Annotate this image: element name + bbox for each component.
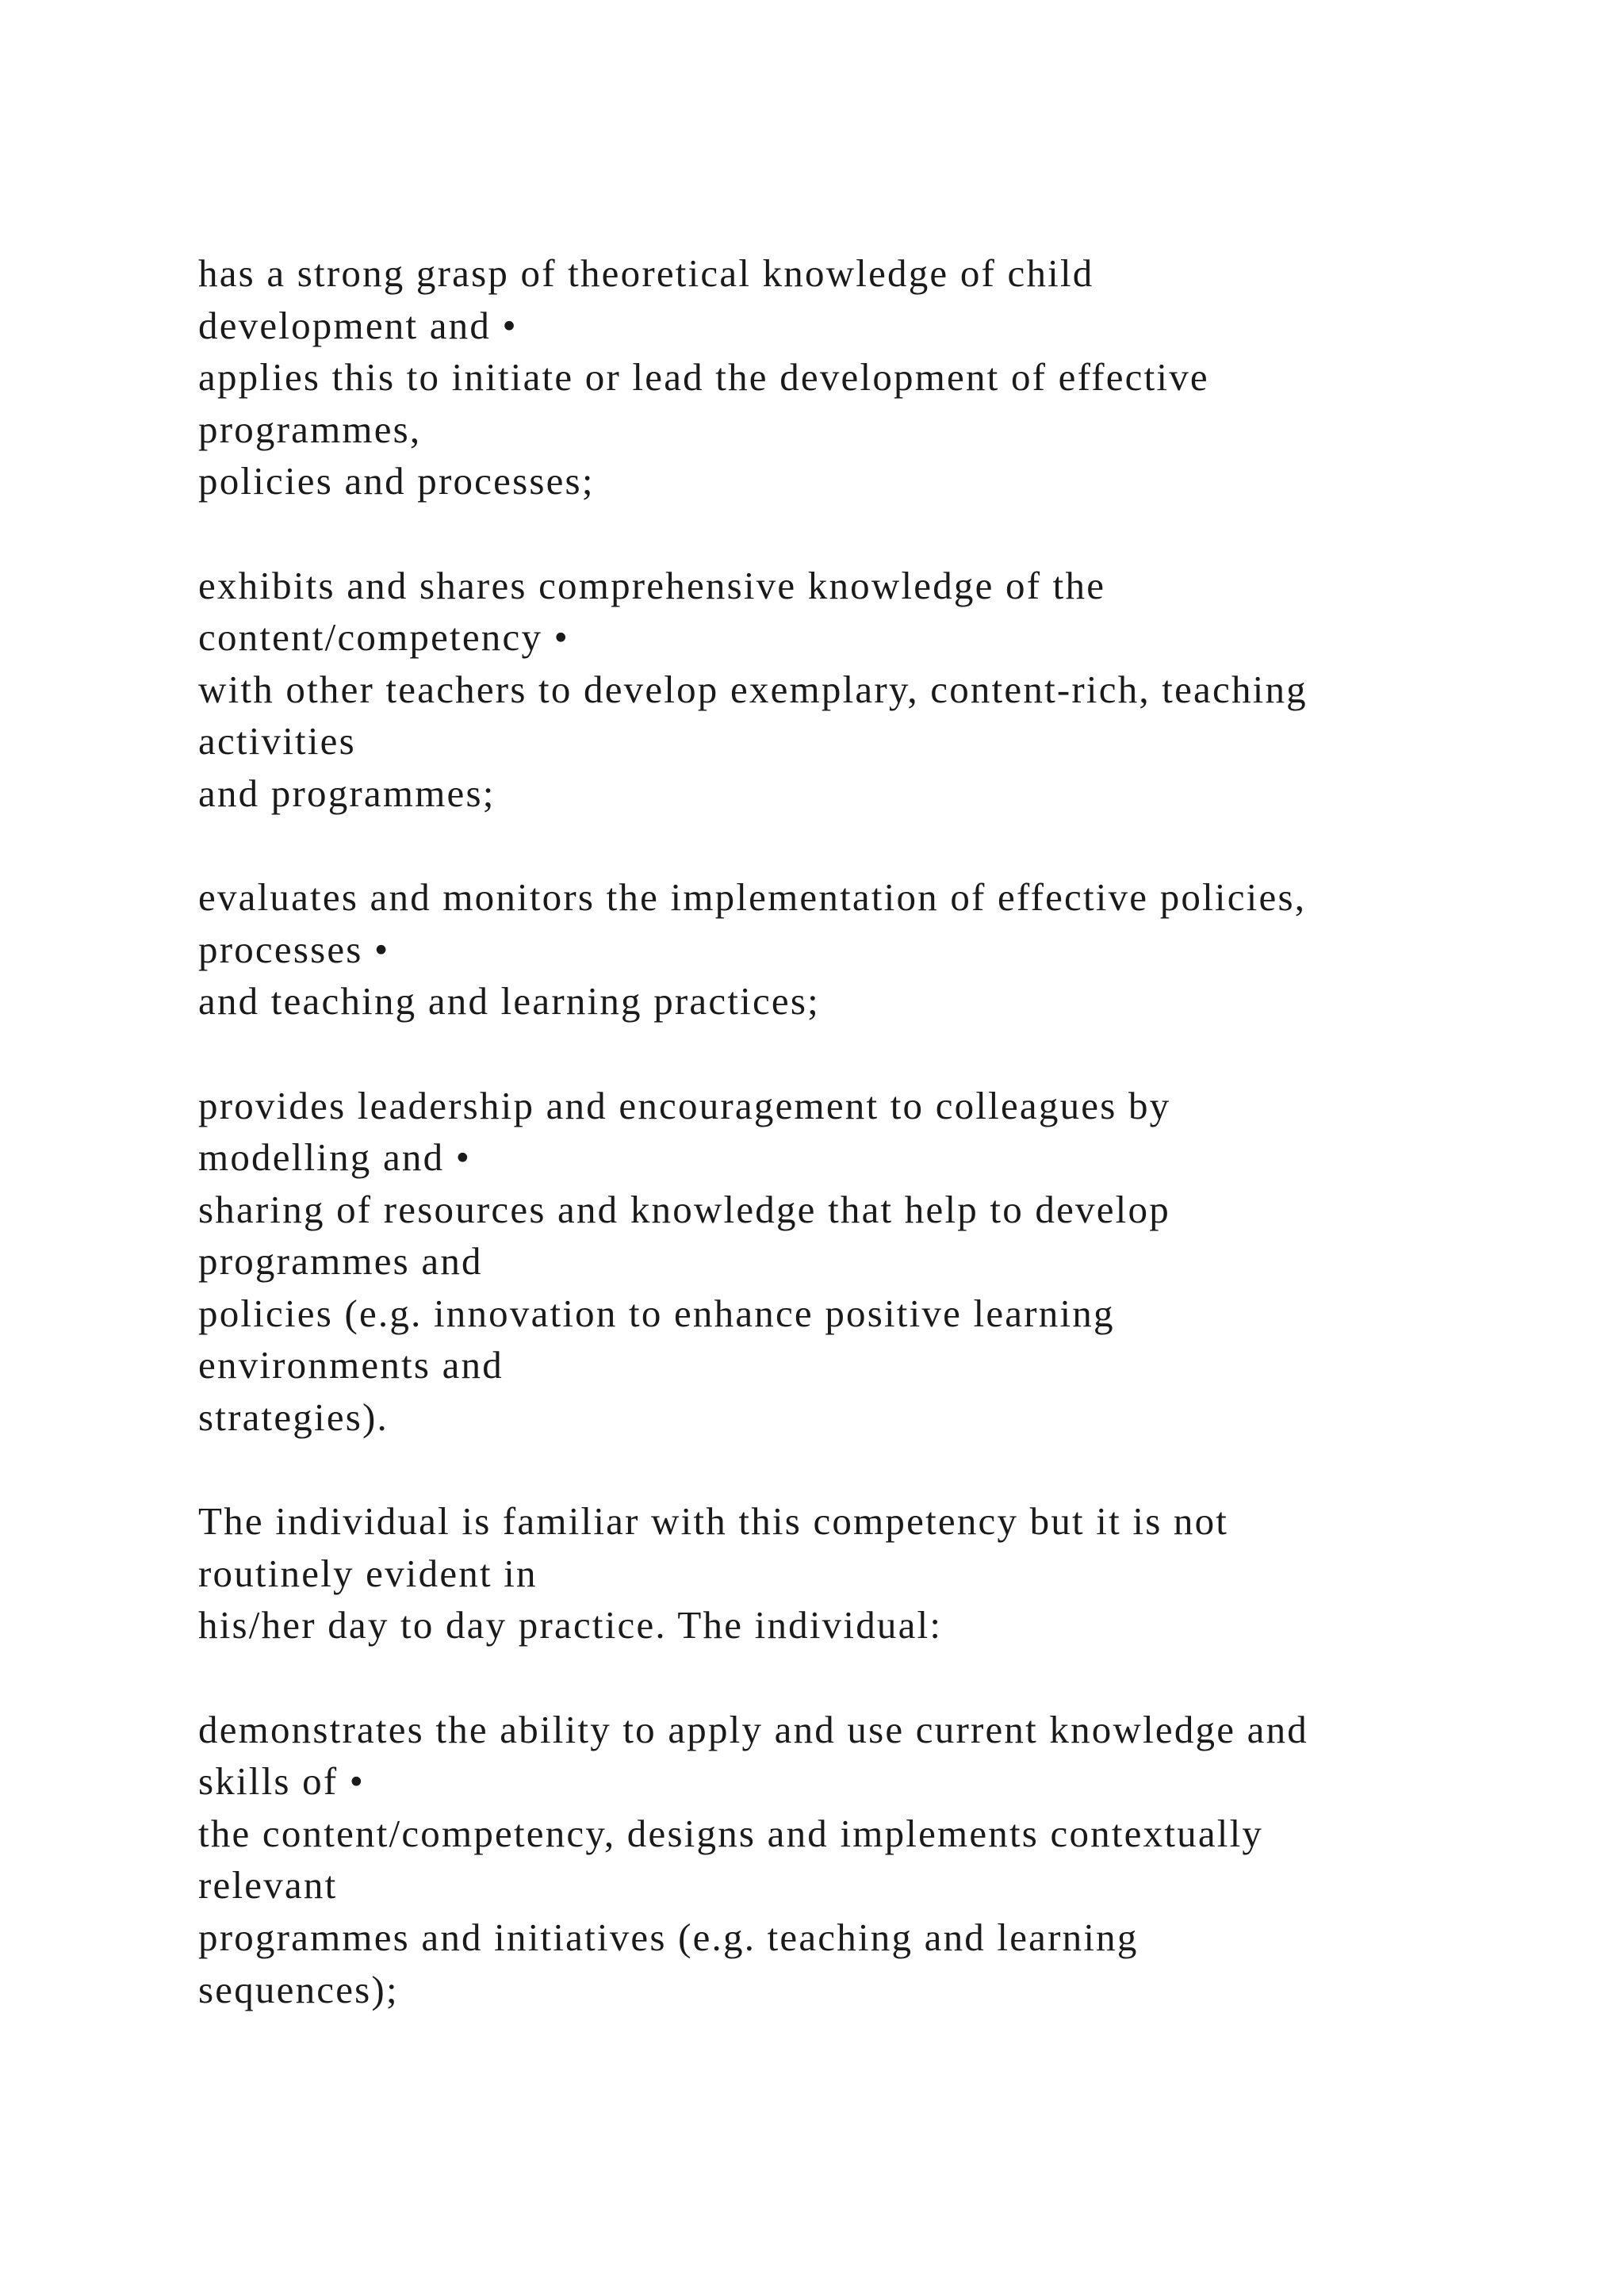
text-line: policies and processes; bbox=[198, 459, 595, 503]
text-line: The individual is familiar with this competency but it is not bbox=[198, 1499, 1229, 1544]
text-line: skills of • bbox=[198, 1759, 366, 1804]
text-line: exhibits and shares comprehensive knowledge of the bbox=[198, 563, 1106, 607]
text-line: policies (e.g. innovation to enhance positive learning bbox=[198, 1291, 1115, 1335]
text-line: programmes, bbox=[198, 407, 422, 451]
text-line: his/her day to day practice. The individual: bbox=[198, 1603, 943, 1647]
text-line: modelling and • bbox=[198, 1135, 472, 1180]
paragraph bbox=[198, 1704, 1546, 2016]
paragraph-gap bbox=[198, 1651, 1546, 1704]
text-line: routinely evident in bbox=[198, 1551, 538, 1595]
paragraph-gap bbox=[198, 1444, 1546, 1496]
text-line: with other teachers to develop exemplary, content-rich, teaching bbox=[198, 667, 1308, 711]
paragraph-gap bbox=[198, 1027, 1546, 1080]
text-line: sharing of resources and knowledge that help to develop bbox=[198, 1187, 1170, 1231]
paragraph bbox=[198, 871, 1546, 1027]
text-line: relevant bbox=[198, 1863, 338, 1908]
text-line: provides leadership and encouragement to colleagues by bbox=[198, 1083, 1171, 1127]
text-line: development and • bbox=[198, 303, 518, 347]
text-line: programmes and bbox=[198, 1239, 483, 1284]
document-body bbox=[198, 247, 1546, 2015]
text-line: and programmes; bbox=[198, 771, 496, 815]
paragraph bbox=[198, 560, 1546, 820]
text-line: and teaching and learning practices; bbox=[198, 979, 820, 1024]
text-line: has a strong grasp of theoretical knowledge of child bbox=[198, 251, 1094, 295]
text-line: sequences); bbox=[198, 1967, 399, 2011]
text-line: content/competency • bbox=[198, 615, 569, 660]
text-line: environments and bbox=[198, 1343, 504, 1387]
text-line: programmes and initiatives (e.g. teaching and learning bbox=[198, 1915, 1139, 1959]
paragraph-gap bbox=[198, 507, 1546, 560]
text-line: demonstrates the ability to apply and use current knowledge and bbox=[198, 1707, 1308, 1751]
text-line: activities bbox=[198, 719, 356, 763]
text-line: evaluates and monitors the implementation of effective policies, bbox=[198, 875, 1307, 920]
paragraph-gap bbox=[198, 820, 1546, 872]
paragraph bbox=[198, 247, 1546, 507]
paragraph bbox=[198, 1495, 1546, 1651]
text-line: applies this to initiate or lead the development of effective bbox=[198, 355, 1209, 400]
text-line: strategies). bbox=[198, 1395, 389, 1440]
paragraph bbox=[198, 1080, 1546, 1444]
text-line: the content/competency, designs and implements contextually bbox=[198, 1811, 1264, 1855]
text-line: processes • bbox=[198, 927, 390, 971]
